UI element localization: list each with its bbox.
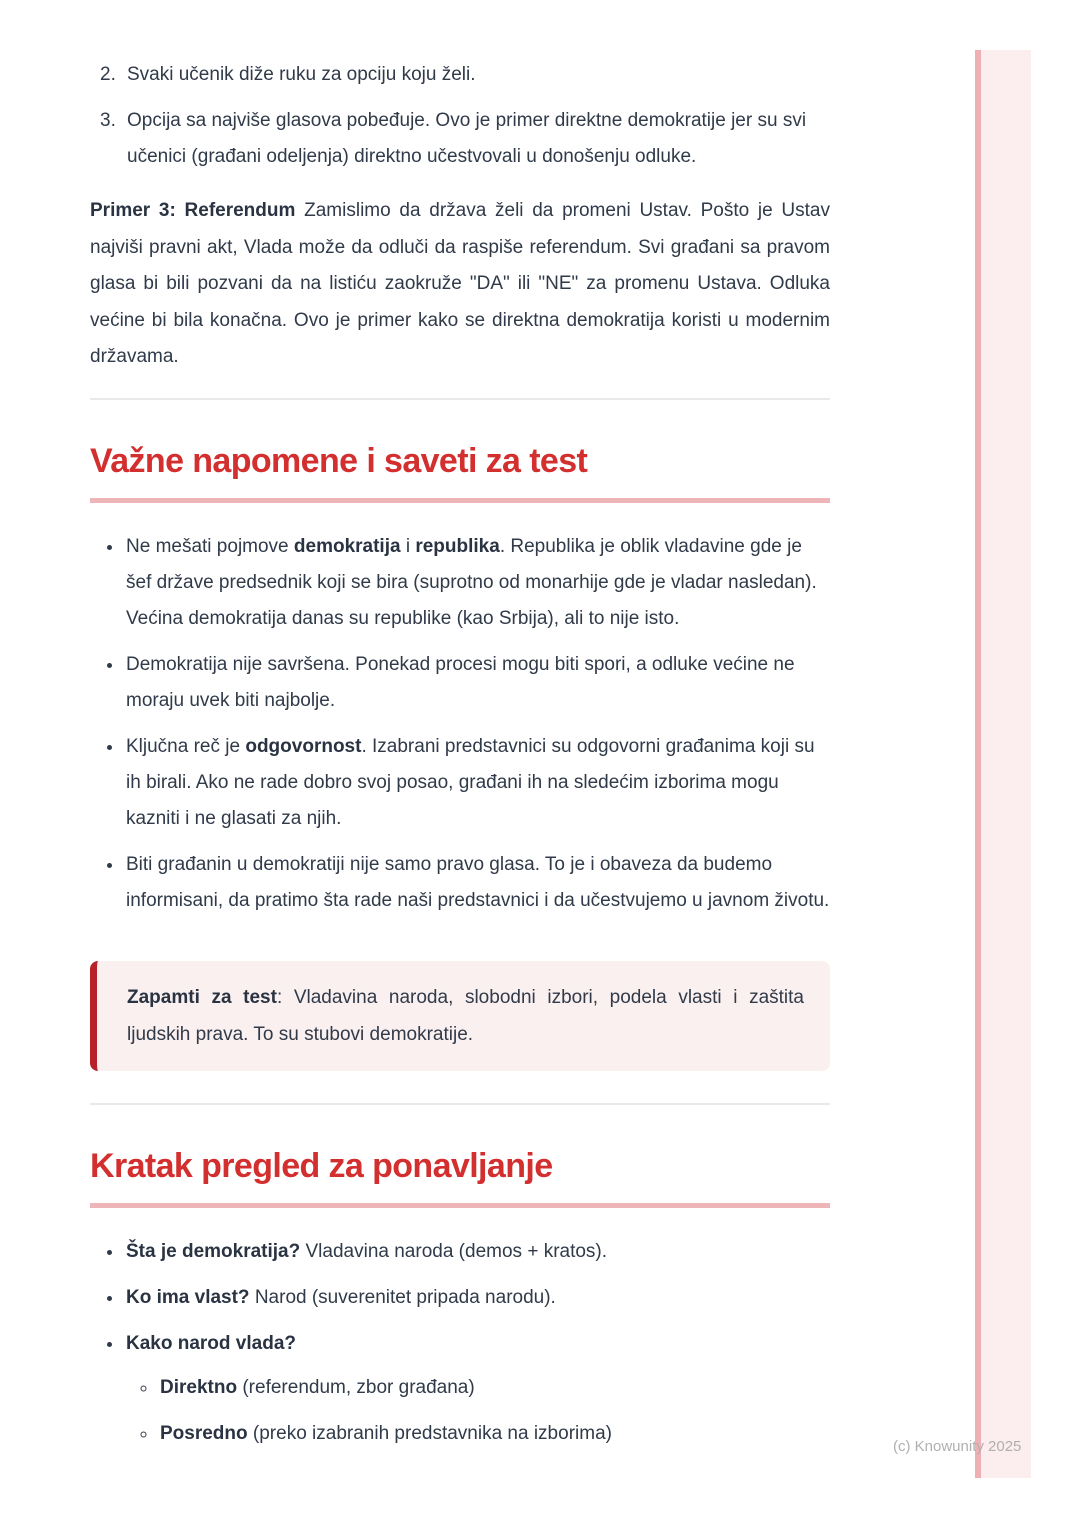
bullet-bold-term: demokratija xyxy=(293,535,401,557)
review-question: Ko ima vlast? xyxy=(126,1286,250,1308)
review-answer: Narod (suverenitet pripada narodu). xyxy=(249,1286,556,1308)
primer-paragraph xyxy=(90,193,830,376)
section-title-notes: Važne napomene i saveti za test xyxy=(90,436,830,503)
item-text: Opcija sa najviše glasova pobeđuje. Ovo je primer direktne demokratije jer su svi učenici (građani odeljenja) direktno učestvovali u donošenju odluke. xyxy=(127,110,807,167)
review-sub-list xyxy=(126,1370,830,1452)
numbered-list xyxy=(90,57,830,175)
section-divider xyxy=(90,398,830,400)
sub-bullet-term: Direktno xyxy=(160,1376,238,1398)
primer-paragraph-lead: Primer 3: Referendum xyxy=(90,200,296,221)
bullet-text: . Izabrani predstavnici su odgovorni građanima koji su ih birali. Ako ne rade dobro svoj posao, građani ih na sledećim izborima mogu kazniti i ne glasati za njih. xyxy=(126,735,815,829)
bullet-bold-term: republika xyxy=(415,535,500,557)
bullet-item xyxy=(124,647,830,719)
item-number: 3. xyxy=(100,110,116,131)
numbered-item-3 xyxy=(100,103,830,175)
sub-bullet-term: Posredno xyxy=(160,1422,248,1444)
bullet-bold-term: odgovornost xyxy=(245,735,362,757)
bullet-item xyxy=(124,1326,830,1452)
item-text: Svaki učenik diže ruku za opciju koju želi. xyxy=(127,64,476,85)
sub-bullet-text: (referendum, zbor građana) xyxy=(237,1376,475,1398)
copyright-note: (c) Knowunity 2025 xyxy=(893,1438,1022,1455)
document-content xyxy=(90,0,830,1462)
section-title-review: Kratak pregled za ponavljanje xyxy=(90,1141,830,1208)
review-question: Kako narod vlada? xyxy=(126,1332,296,1354)
callout-text: : Vladavina naroda, slobodni izbori, podela vlasti i zaštita ljudskih prava. To su stubovi demokratije. xyxy=(127,986,804,1045)
bullet-item xyxy=(124,1234,830,1270)
notes-bullet-list xyxy=(90,529,830,919)
sub-bullet-item xyxy=(158,1416,830,1452)
section-divider xyxy=(90,1103,830,1105)
sub-bullet-item xyxy=(158,1370,830,1406)
bullet-text: Ključna reč je xyxy=(126,735,246,757)
bullet-text: Biti građanin u demokratiji nije samo pravo glasa. To je i obaveza da budemo informisani, da pratimo šta rade naši predstavnici i da učestvujemo u javnom životu. xyxy=(126,853,830,911)
remember-callout xyxy=(90,961,830,1071)
bullet-item xyxy=(124,529,830,637)
sub-bullet-text: (preko izabranih predstavnika na izborima) xyxy=(247,1422,612,1444)
numbered-item-2 xyxy=(100,57,830,93)
review-bullet-list xyxy=(90,1234,830,1452)
bullet-text: i xyxy=(400,535,416,557)
callout-lead: Zapamti za test xyxy=(127,986,277,1008)
bullet-item xyxy=(124,847,830,919)
review-question: Šta je demokratija? xyxy=(126,1240,301,1262)
page-edge-decoration xyxy=(975,50,1031,1478)
item-number: 2. xyxy=(100,64,116,85)
bullet-item xyxy=(124,1280,830,1316)
bullet-item xyxy=(124,729,830,837)
bullet-text: . Republika je oblik vladavine gde je šef države predsednik koji se bira (suprotno od monarhije gde je vladar nasledan). Većina demokratija danas su republike (kao Srbija), ali to nije isto. xyxy=(126,535,817,629)
bullet-text: Ne mešati pojmove xyxy=(126,535,294,557)
primer-paragraph-text: Zamislimo da država želi da promeni Ustav. Pošto je Ustav najviši pravni akt, Vlada može da odluči da raspiše referendum. Svi građani sa pravom glasa bi bili pozvani da na listiću zaokruže "DA" ili "NE" za promenu Ustava. Odluka većine bi bila konačna. Ovo je primer kako se direktna demokratija koristi u modernim državama. xyxy=(90,200,831,367)
review-answer: Vladavina naroda (demos + kratos). xyxy=(300,1240,608,1262)
bullet-text: Demokratija nije savršena. Ponekad procesi mogu biti spori, a odluke većine ne moraju uvek biti najbolje. xyxy=(126,653,795,711)
